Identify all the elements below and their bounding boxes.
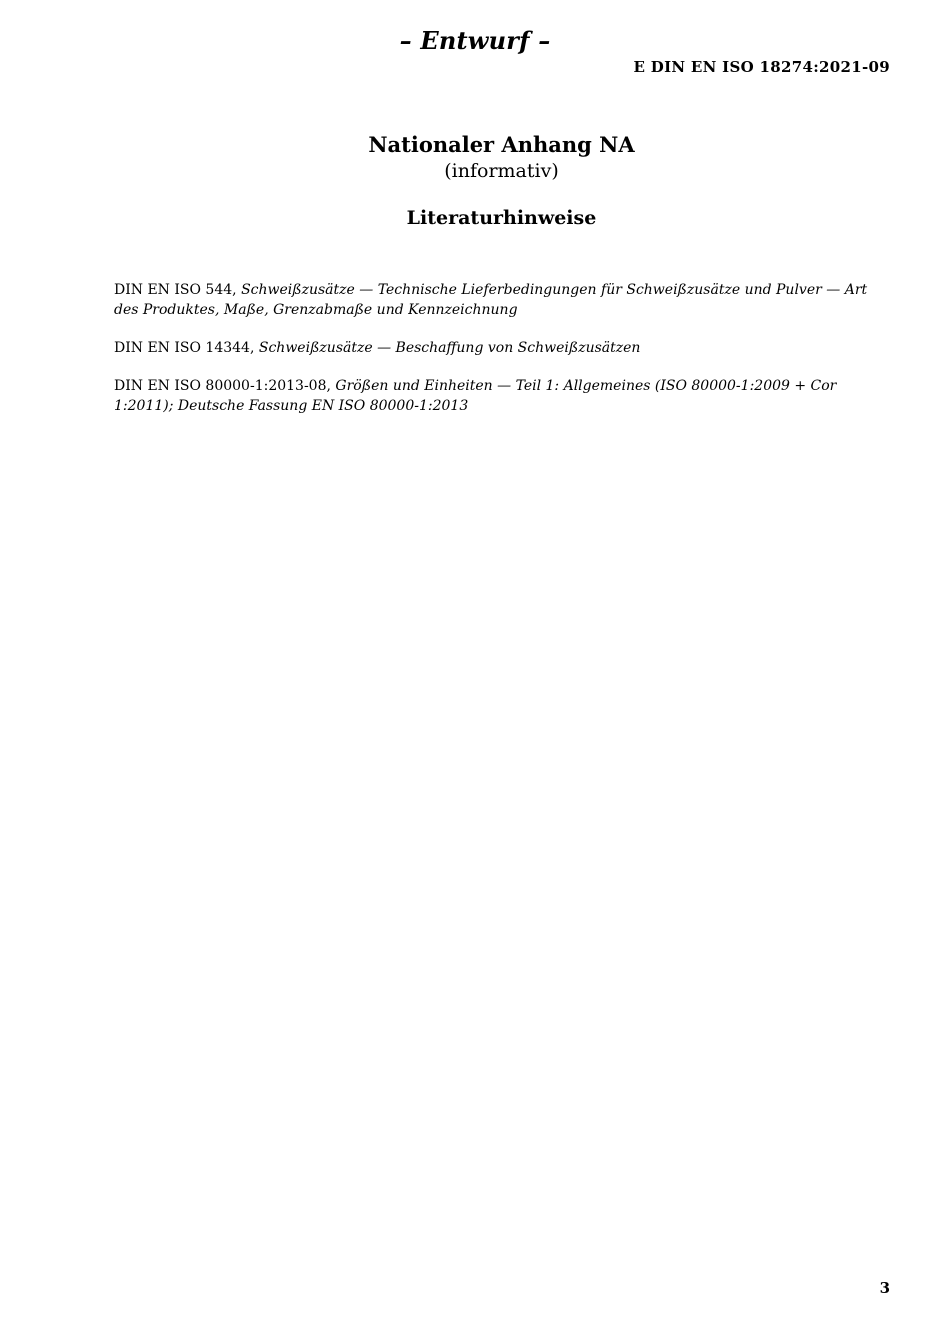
reference-title: Schweißzusätze — Beschaffung von Schweißzusätzen [258,340,641,356]
reference-item [114,376,884,416]
bibliography-title: Literaturhinweise [406,207,597,229]
draft-mark: – Entwurf – [399,26,551,55]
reference-item [114,338,884,358]
reference-code: DIN EN ISO 14344, [114,340,255,356]
reference-code: DIN EN ISO 80000-1:2013-08, [114,378,331,394]
annex-title: Nationaler Anhang NA [368,132,635,157]
reference-list [114,280,884,434]
reference-item [114,280,884,320]
page-number: 3 [879,1279,890,1297]
reference-title: Schweißzusätze — Technische Lieferbedingungen für Schweißzusätze und Pulver — Art des Produktes, Maße, Grenzabmaße und Kennzeichnung [114,282,868,318]
reference-title: Größen und Einheiten — Teil 1: Allgemeines (ISO 80000-1:2009 + Cor 1:2011); Deutsche Fassung EN ISO 80000-1:2013 [114,378,837,414]
annex-subtitle: (informativ) [444,160,559,182]
reference-code: DIN EN ISO 544, [114,282,237,298]
document-id: E DIN EN ISO 18274:2021-09 [633,58,890,76]
